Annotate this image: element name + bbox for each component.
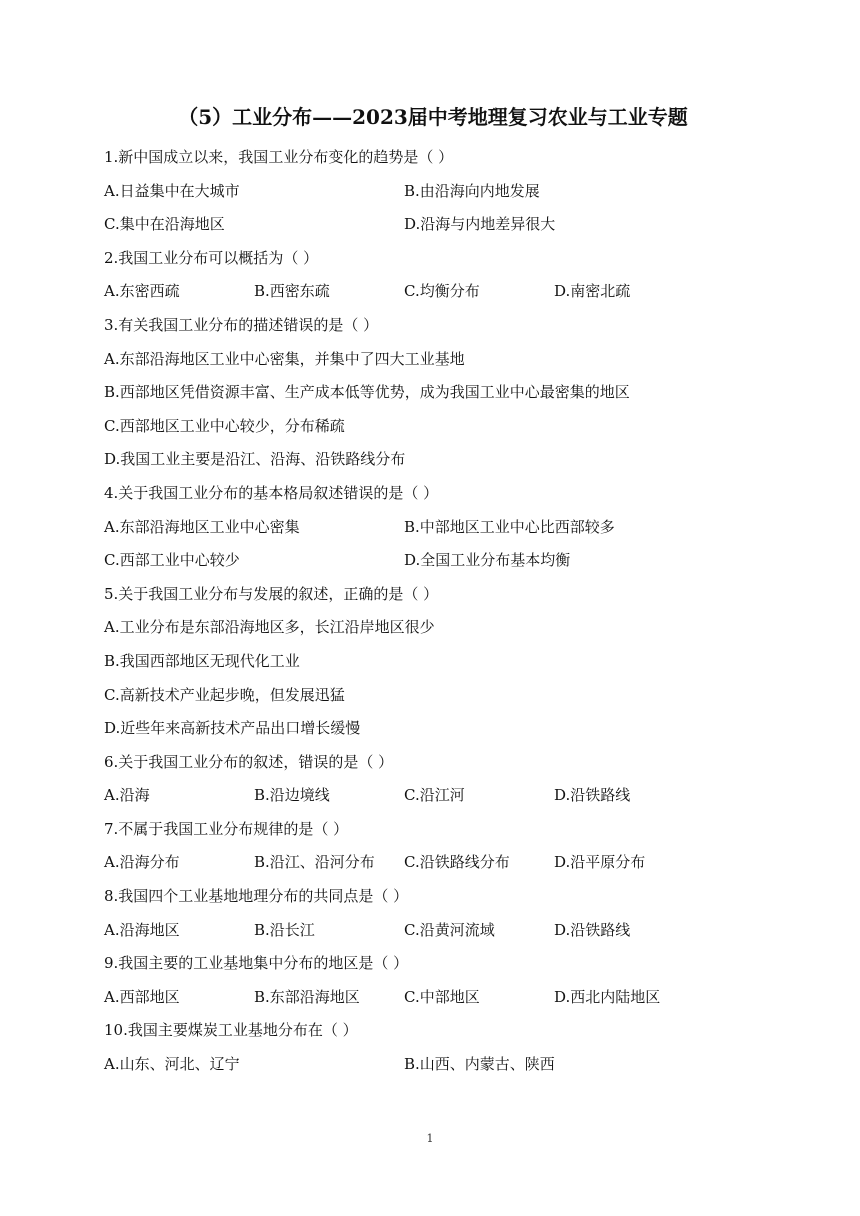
question-stem-6: 6.关于我国工业分布的叙述，错误的是（ ）	[104, 752, 394, 771]
question-stem-1: 1.新中国成立以来，我国工业分布变化的趋势是（ ）	[104, 148, 454, 166]
option-a: A.东密西疏	[104, 282, 180, 301]
question-stem-10: 10.我国主要煤炭工业基地分布在（ ）	[104, 1021, 358, 1040]
question-stem-8: 8.我国四个工业基地地理分布的共同点是（ ）	[104, 887, 409, 906]
option-c: C.集中在沿海地区	[104, 215, 225, 234]
option-c: C.沿铁路线分布	[404, 853, 510, 872]
question-stem-2: 2.我国工业分布可以概括为（ ）	[104, 248, 319, 267]
option-d: D.全国工业分布基本均衡	[404, 551, 571, 570]
question-stem-9: 9.我国主要的工业基地集中分布的地区是（ ）	[104, 954, 409, 973]
option-b: B.沿边境线	[254, 786, 330, 805]
option-d: D.沿铁路线	[554, 920, 631, 939]
option-b: B.由沿海向内地发展	[404, 181, 540, 200]
question-stem-5: 5.关于我国工业分布与发展的叙述，正确的是（ ）	[104, 584, 439, 603]
option-b: B.沿长江	[254, 920, 315, 939]
option-a: A.西部地区	[104, 987, 180, 1006]
option-a: A.沿海	[104, 786, 150, 805]
option-b: B.西密东疏	[254, 282, 330, 301]
option-row	[104, 846, 764, 880]
question-stem-7: 7.不属于我国工业分布规律的是（ ）	[104, 819, 349, 838]
question-stem-4: 4.关于我国工业分布的基本格局叙述错误的是（ ）	[104, 483, 439, 502]
option-a: A.沿海分布	[104, 853, 180, 872]
option-row	[104, 914, 764, 948]
option-b: B.西部地区凭借资源丰富、生产成本低等优势，成为我国工业中心最密集的地区	[104, 383, 630, 402]
option-d: D.沿平原分布	[554, 853, 646, 872]
option-row	[104, 779, 764, 813]
page-title: （5）工业分布——2023届中考地理复习农业与工业专题	[178, 105, 688, 129]
option-d: D.近些年来高新技术产品出口增长缓慢	[104, 719, 361, 738]
option-c: C.中部地区	[404, 987, 480, 1006]
option-c: C.沿江河	[404, 786, 465, 805]
option-a: A.沿海地区	[104, 920, 180, 939]
option-row	[104, 544, 764, 578]
question-list	[104, 141, 764, 1082]
option-a: A.日益集中在大城市	[104, 181, 240, 200]
option-b: B.我国西部地区无现代化工业	[104, 651, 300, 670]
option-c: C.沿黄河流域	[404, 920, 495, 939]
option-d: D.我国工业主要是沿江、沿海、沿铁路线分布	[104, 450, 406, 469]
option-d: D.沿海与内地差异很大	[404, 215, 556, 234]
question-stem-3: 3.有关我国工业分布的描述错误的是（ ）	[104, 315, 379, 334]
option-d: D.沿铁路线	[554, 786, 631, 805]
option-a: A.工业分布是东部沿海地区多，长江沿岸地区很少	[104, 618, 435, 637]
option-c: C.高新技术产业起步晚，但发展迅猛	[104, 685, 345, 704]
option-row	[104, 175, 764, 209]
option-b: B.山西、内蒙古、陕西	[404, 1055, 555, 1074]
option-row	[104, 1048, 764, 1082]
option-row	[104, 511, 764, 545]
option-c: C.西部地区工业中心较少，分布稀疏	[104, 416, 345, 435]
option-c: C.西部工业中心较少	[104, 551, 240, 570]
option-b: B.中部地区工业中心比西部较多	[404, 517, 615, 536]
option-b: B.东部沿海地区	[254, 987, 360, 1006]
option-row	[104, 981, 764, 1015]
option-b: B.沿江、沿河分布	[254, 853, 375, 872]
option-a: A.东部沿海地区工业中心密集	[104, 517, 300, 536]
option-a: A.山东、河北、辽宁	[104, 1055, 240, 1074]
option-row	[104, 275, 764, 309]
option-d: D.西北内陆地区	[554, 987, 661, 1006]
option-a: A.东部沿海地区工业中心密集，并集中了四大工业基地	[104, 349, 465, 368]
option-c: C.均衡分布	[404, 282, 480, 301]
page-number: 1	[426, 1132, 434, 1145]
option-row	[104, 208, 764, 242]
option-d: D.南密北疏	[554, 282, 631, 301]
